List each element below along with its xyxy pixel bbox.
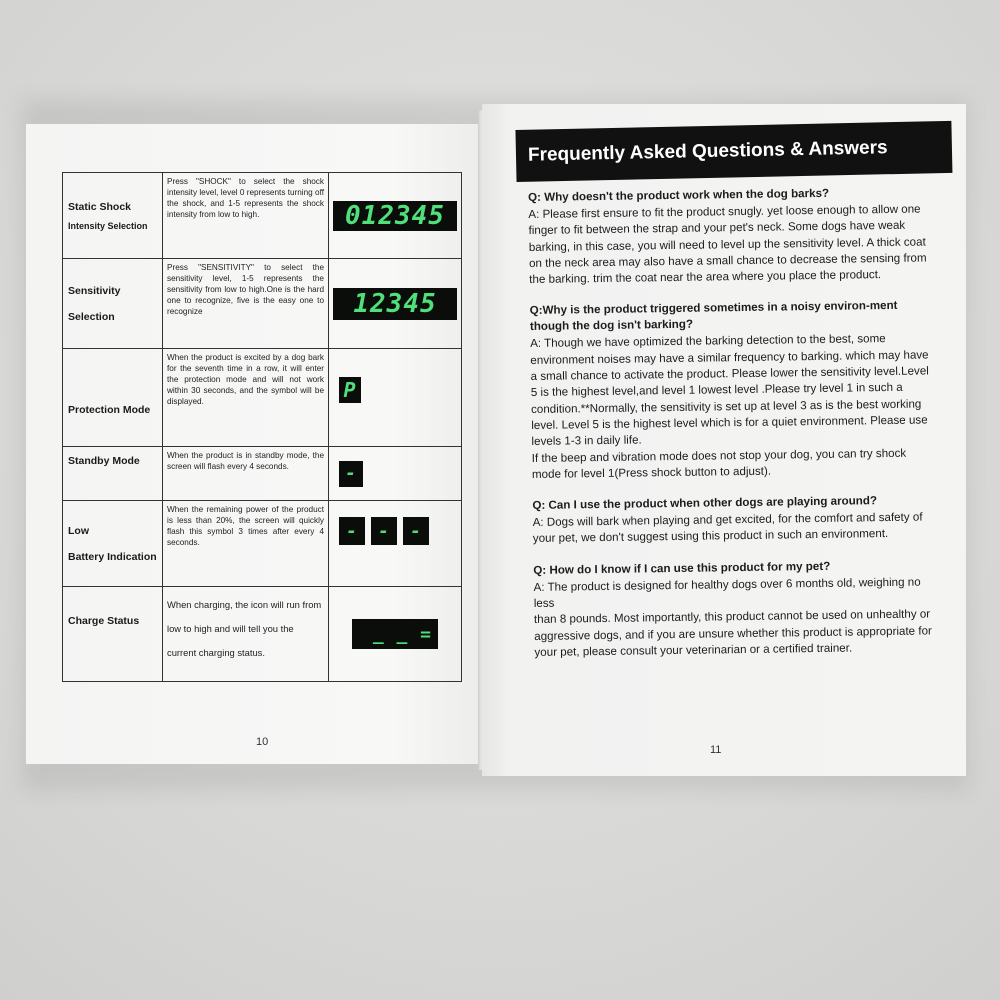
faq-question: Q: How do I know if I can use this product for my pet? [533, 559, 831, 577]
faq-answer: A: Dogs will bark when playing and get excited, for the comfort and safety of your pet, we don't suggest using this product in such an environment. [532, 510, 923, 546]
left-page [26, 124, 484, 764]
faq-question: Q:Why is the product triggered sometimes in a noisy environ-ment though the dog isn't barking? [529, 299, 898, 334]
faq-item [533, 557, 934, 661]
faq-question: Q: Why doesn't the product work when the dog barks? [528, 186, 830, 204]
row-name-cell [63, 587, 163, 681]
row-display-cell [329, 259, 461, 348]
row-description: When the product is excited by a dog bark for the seventh time in a row, it will enter the protection mode and will not work within 30 seconds, and the symbol will be displayed. [163, 349, 329, 446]
row-title: Low [68, 524, 89, 537]
table-row [63, 173, 461, 259]
faq-answer: A: Though we have optimized the barking detection to the best, some environment noises may have a similar frequency to barking. which may have a small chance to activate the product. Please lower the sensitivity level.Level 5 is the highest level,and level 1 lowest level .Please try level 1 in such a condition.**Normally, the sensitivity is set up at level 3 as is the best working level. Level 5 is the highest level which is for a quiet environment. Please use levels 1-3 in daily life. If the beep and vibration mode does not stop your dog, you can try shock mode for level 1(Press shock button to adjust). [530, 332, 929, 481]
row-description: When the product is in standby mode, the screen will flash every 4 seconds. [163, 447, 329, 500]
lcd-display: P [339, 377, 361, 403]
faq-item [528, 184, 929, 288]
lcd-display: 12345 [333, 288, 457, 320]
row-description: Press "SHOCK" to select the shock intensity level, level 0 represents turning off the shock, and 1-5 represents the shock intensity from low to high. [163, 173, 329, 258]
faq-question: Q: Can I use the product when other dogs are playing around? [532, 494, 878, 513]
lcd-display: - [371, 517, 397, 545]
table-row [63, 587, 461, 681]
faq-title: Frequently Asked Questions & Answers [515, 121, 952, 182]
function-table [62, 172, 462, 682]
row-name-cell [63, 349, 163, 446]
faq-item [530, 298, 932, 483]
lcd-display: - [403, 517, 429, 545]
row-name-cell [63, 259, 163, 348]
lcd-display: _ _ = [352, 619, 438, 649]
row-subtitle: Selection [68, 310, 115, 323]
table-row [63, 259, 461, 349]
row-description: When the remaining power of the product is less than 20%, the screen will quickly flash this symbol 3 times after every 4 seconds. [163, 501, 329, 586]
lcd-display: - [339, 461, 363, 487]
row-subtitle: Intensity Selection [68, 220, 148, 231]
table-row [63, 501, 461, 587]
row-title: Protection Mode [68, 404, 151, 416]
table-row [63, 349, 461, 447]
row-display-cell [329, 501, 461, 586]
lcd-display: 012345 [333, 201, 457, 231]
row-name-cell [63, 501, 163, 586]
table-row [63, 447, 461, 501]
lcd-display: - [339, 517, 365, 545]
right-page [482, 104, 966, 776]
page-number: 11 [710, 744, 722, 756]
row-title: Sensitivity [68, 284, 121, 297]
row-description: Press "SENSITIVITY" to select the sensitivity level, 1-5 represents the sensitivity from low to high.One is the hard one to recognize, five is the easy one to recognize [163, 259, 329, 348]
row-display-cell [329, 587, 461, 681]
row-title: Charge Status [68, 615, 140, 627]
row-title: Static Shock [68, 200, 132, 213]
row-name-cell [63, 173, 163, 258]
row-display-cell [329, 349, 461, 446]
page-number: 10 [256, 736, 269, 748]
row-subtitle: Battery Indication [68, 550, 157, 563]
row-display-cell [329, 447, 461, 500]
row-description: When charging, the icon will run from low to high and will tell you the current charging status. [163, 587, 329, 681]
row-name-cell [63, 447, 163, 500]
faq-list [528, 184, 935, 676]
faq-answer: A: Please first ensure to fit the product snugly. yet loose enough to allow one finger to fit between the strap and your pet's neck. Some dogs have weak barking, in this case, you will need to level up the sensitivity level. A thick coat on the neck area may also have a small chance to decrease the sensing from the barking. trim the coat near the area where you place the product. [528, 202, 927, 287]
row-display-cell [329, 173, 461, 258]
row-title: Standby Mode [68, 455, 140, 467]
faq-item [532, 493, 933, 548]
faq-answer: A: The product is designed for healthy dogs over 6 months old, weighing no less than 8 pounds. Most importantly, this product cannot be used on unhealthy or aggressive dogs, and if you are unsure whether this product is appropriate for your pet, please consult your veterinarian or a certified trainer. [533, 575, 932, 659]
